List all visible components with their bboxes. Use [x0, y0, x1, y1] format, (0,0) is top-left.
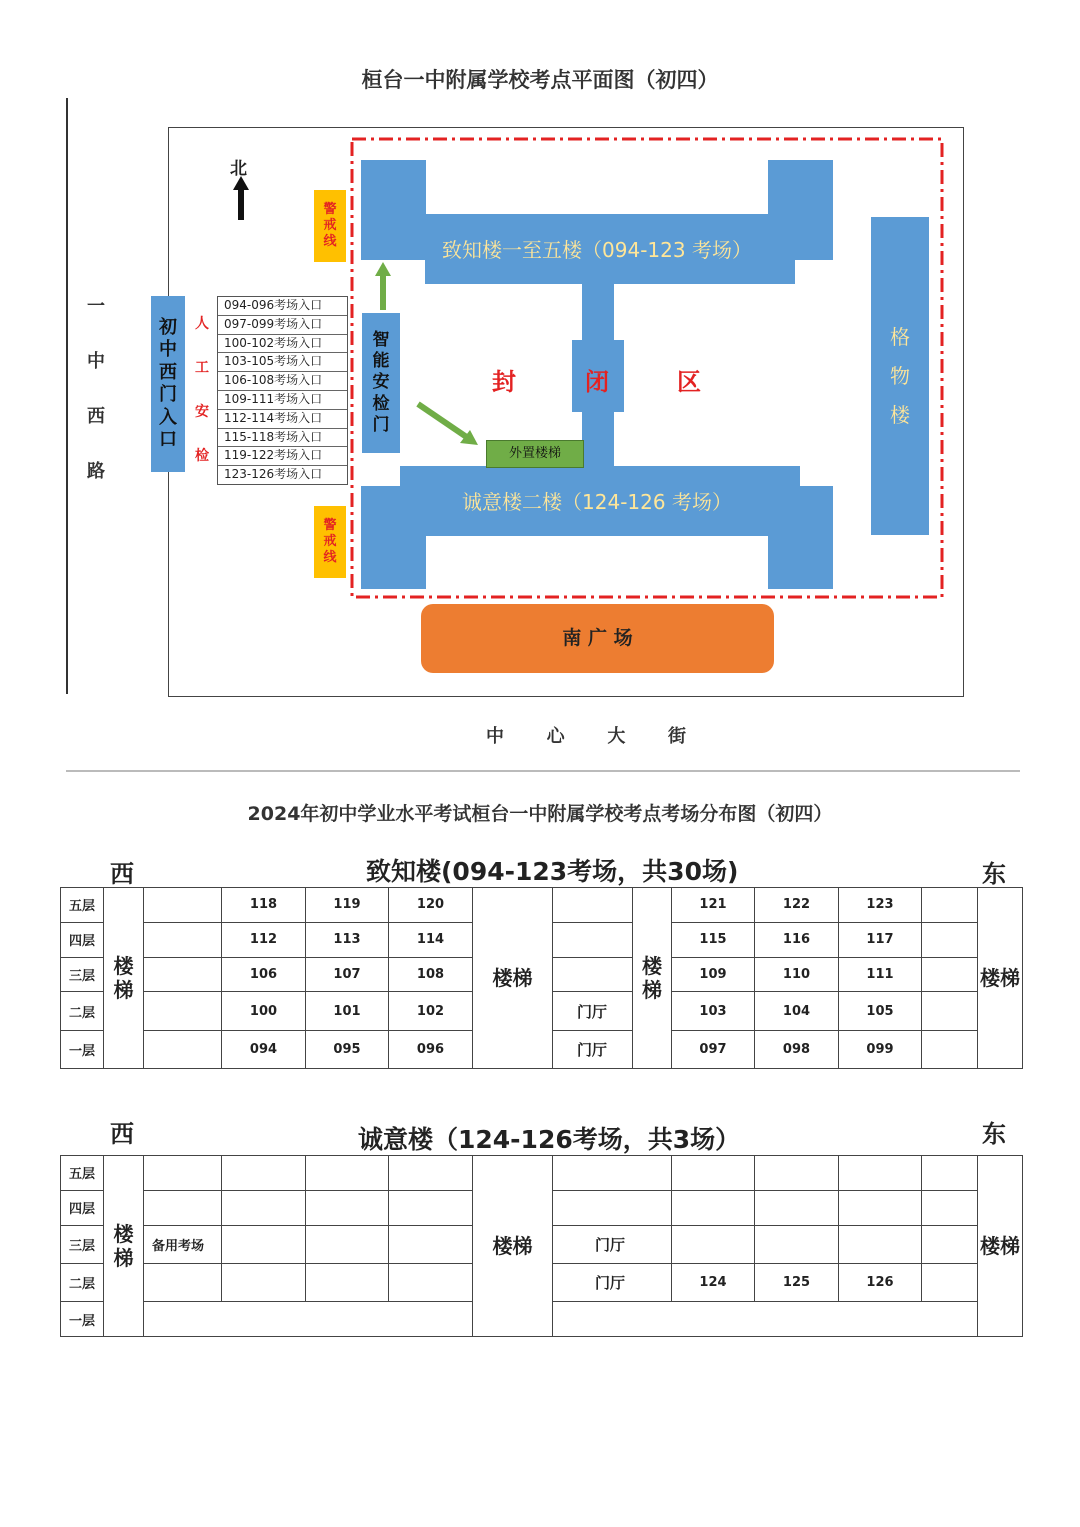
room-cell: 096 [389, 1030, 473, 1068]
gewu-building [871, 217, 929, 535]
floor-label: 四层 [61, 1190, 104, 1225]
table-row [61, 888, 1023, 923]
gate-char: 智 [372, 329, 390, 350]
room-cell [306, 1190, 389, 1225]
room-cell: 114 [389, 922, 473, 957]
street-char: 大 [607, 726, 626, 747]
room-cell [922, 922, 978, 957]
entrance-item: 100-102考场入口 [218, 335, 347, 354]
entrance-item: 123-126考场入口 [224, 467, 323, 482]
zhizhi-room-table [60, 887, 1023, 1069]
floor-label: 一层 [61, 1302, 104, 1337]
floor-label: 一层 [61, 1030, 104, 1068]
external-stairs: 外置楼梯 [486, 440, 584, 468]
closed-area-char-2: 闭 [585, 368, 609, 396]
hall-cell: 门厅 [553, 1225, 672, 1263]
room-cell [839, 1156, 922, 1191]
floor-label: 五层 [61, 888, 104, 923]
zhizhi-east-label: 东 [982, 860, 1006, 888]
room-cell: 121 [672, 888, 755, 923]
room-cell: 125 [755, 1263, 839, 1301]
west-road-line [66, 98, 68, 694]
entrance-item: 097-099考场入口 [218, 316, 347, 335]
entrance-item: 103-105考场入口 [218, 353, 347, 372]
street-char: 中 [486, 726, 504, 747]
room-cell [144, 957, 222, 992]
room-cell: 122 [755, 888, 839, 923]
arrow-up-icon [374, 262, 392, 310]
room-cell: 112 [222, 922, 306, 957]
warn-char: 警 [323, 517, 337, 533]
gate-char: 西 [159, 361, 177, 383]
entrance-item: 115-118考场入口 [218, 429, 347, 448]
room-cell: 106 [222, 957, 306, 992]
hall-cell [553, 1156, 672, 1191]
middle-stairs: 楼梯 [473, 1156, 553, 1337]
gate-char: 检 [372, 393, 390, 414]
south-street-label [486, 722, 686, 748]
room-cell: 103 [672, 992, 755, 1030]
road-char: 路 [87, 461, 105, 482]
room-cell: 120 [389, 888, 473, 923]
floor-label: 二层 [61, 1263, 104, 1301]
west-stairs: 楼梯 [104, 1156, 144, 1337]
hall-cell [553, 957, 633, 992]
hall-cell: 门厅 [553, 1263, 672, 1301]
room-cell [389, 1263, 473, 1301]
room-cell [389, 1156, 473, 1191]
room-cell: 117 [839, 922, 922, 957]
room-cell: 109 [672, 957, 755, 992]
west-stairs: 楼梯 [104, 888, 144, 1069]
room-cell [144, 922, 222, 957]
room-cell [389, 1225, 473, 1263]
warn-char: 线 [323, 550, 337, 566]
entrance-item: 112-114考场入口 [218, 410, 347, 429]
gate-char: 中 [159, 339, 177, 360]
north-arrow-icon [232, 176, 250, 222]
street-char: 街 [667, 726, 686, 747]
hall-cell: 门厅 [553, 992, 633, 1030]
room-cell [144, 1263, 222, 1301]
section-divider [66, 770, 1020, 772]
room-cell: 097 [672, 1030, 755, 1068]
hall-cell [553, 888, 633, 923]
zhizhi-west-label: 西 [110, 860, 134, 888]
floor-label: 五层 [61, 1156, 104, 1191]
gewu-char: 物 [890, 363, 910, 388]
chengyi-building-annex [400, 466, 800, 488]
room-cell: 116 [755, 922, 839, 957]
hall-cell [553, 1190, 672, 1225]
check-char: 安 [195, 404, 209, 421]
arrow-diagonal-icon [412, 398, 482, 450]
room-cell [755, 1156, 839, 1191]
room-cell [144, 992, 222, 1030]
zhizhi-table-title: 致知楼(094-123考场，共30场) [366, 857, 739, 886]
room-cell [672, 1190, 755, 1225]
road-char: 中 [87, 351, 105, 372]
room-cell [553, 1302, 978, 1337]
east-stairs: 楼梯 [978, 1156, 1023, 1337]
warn-char: 戒 [323, 217, 337, 233]
room-cell [306, 1156, 389, 1191]
gewu-char: 格 [890, 324, 910, 349]
room-cell: 111 [839, 957, 922, 992]
street-char: 心 [546, 726, 565, 747]
closed-area-char-1: 封 [492, 368, 516, 396]
floor-label: 三层 [61, 1225, 104, 1263]
room-cell [839, 1190, 922, 1225]
room-cell [222, 1156, 306, 1191]
floor-label: 二层 [61, 992, 104, 1030]
hall-cell: 门厅 [553, 1030, 633, 1068]
room-cell: 124 [672, 1263, 755, 1301]
room-cell [922, 1225, 978, 1263]
floor-label: 三层 [61, 957, 104, 992]
road-char: 一 [87, 296, 105, 317]
road-char: 西 [87, 406, 105, 427]
manual-security-check [192, 316, 212, 466]
room-cell: 100 [222, 992, 306, 1030]
room-cell [922, 1156, 978, 1191]
spare-room-cell: 备用考场 [144, 1225, 222, 1263]
room-cell: 107 [306, 957, 389, 992]
room-cell: 110 [755, 957, 839, 992]
room-cell [922, 1263, 978, 1301]
room-cell: 104 [755, 992, 839, 1030]
gate-char: 入 [159, 406, 177, 428]
check-char: 检 [195, 448, 209, 465]
room-cell: 102 [389, 992, 473, 1030]
gate-char: 能 [372, 351, 390, 372]
room-cell: 101 [306, 992, 389, 1030]
room-cell: 098 [755, 1030, 839, 1068]
entrance-item: 106-108考场入口 [218, 372, 347, 391]
room-cell: 119 [306, 888, 389, 923]
west-road-label [80, 296, 112, 516]
room-cell: 113 [306, 922, 389, 957]
gewu-char: 楼 [890, 402, 910, 427]
center-stairs: 楼梯 [633, 888, 672, 1069]
map-title: 桓台一中附属学校考点平面图（初四） [361, 68, 719, 92]
chengyi-label: 诚意楼二楼（124-126 考场） [462, 490, 732, 514]
room-cell [306, 1263, 389, 1301]
room-cell: 105 [839, 992, 922, 1030]
distribution-title: 2024年初中学业水平考试桓台一中附属学校考点考场分布图（初四） [247, 803, 833, 825]
room-cell [222, 1225, 306, 1263]
middle-stairs: 楼梯 [473, 888, 553, 1069]
zhizhi-label: 致知楼一至五楼（094-123 考场） [442, 238, 752, 262]
west-gate-entrance [151, 296, 185, 472]
room-cell [672, 1156, 755, 1191]
warn-char: 戒 [323, 533, 337, 549]
room-cell [922, 992, 978, 1030]
check-char: 工 [195, 360, 209, 377]
chengyi-east-label: 东 [982, 1120, 1006, 1148]
warning-line-south [314, 506, 346, 578]
room-cell [222, 1190, 306, 1225]
entrance-list [217, 296, 348, 485]
room-cell: 126 [839, 1263, 922, 1301]
room-cell: 118 [222, 888, 306, 923]
hall-cell [553, 922, 633, 957]
room-cell [755, 1225, 839, 1263]
chengyi-west-label: 西 [110, 1120, 134, 1148]
entrance-item: 109-111考场入口 [218, 391, 347, 410]
warn-char: 警 [323, 201, 337, 217]
room-cell [144, 1302, 473, 1337]
warn-char: 线 [323, 234, 337, 250]
table-row [61, 1156, 1023, 1191]
entrance-item: 119-122考场入口 [218, 447, 347, 466]
gate-char: 门 [372, 414, 390, 435]
smart-security-gate [362, 313, 400, 453]
north-label: 北 [230, 159, 247, 179]
room-cell [922, 1030, 978, 1068]
room-cell: 115 [672, 922, 755, 957]
closed-area-char-3: 区 [677, 368, 701, 396]
gate-char: 初 [159, 316, 177, 338]
room-cell [922, 957, 978, 992]
room-cell: 123 [839, 888, 922, 923]
room-cell: 095 [306, 1030, 389, 1068]
gate-char: 安 [372, 372, 390, 393]
room-cell [922, 1190, 978, 1225]
room-cell [144, 1190, 222, 1225]
room-cell: 099 [839, 1030, 922, 1068]
room-cell: 108 [389, 957, 473, 992]
room-cell [389, 1190, 473, 1225]
entrance-item: 094-096考场入口 [218, 297, 347, 316]
south-plaza: 南 广 场 [421, 604, 774, 673]
room-cell [222, 1263, 306, 1301]
room-cell [306, 1225, 389, 1263]
chengyi-room-table [60, 1155, 1023, 1337]
room-cell [144, 1156, 222, 1191]
gate-char: 门 [159, 384, 177, 405]
floor-label: 四层 [61, 922, 104, 957]
room-cell [144, 1030, 222, 1068]
east-stairs: 楼梯 [978, 888, 1023, 1069]
room-cell [144, 888, 222, 923]
gate-char: 口 [159, 429, 177, 450]
room-cell [755, 1190, 839, 1225]
room-cell: 094 [222, 1030, 306, 1068]
room-cell [922, 888, 978, 923]
warning-line-north [314, 190, 346, 262]
check-char: 人 [195, 316, 209, 332]
room-cell [839, 1225, 922, 1263]
room-cell [672, 1225, 755, 1263]
chengyi-table-title: 诚意楼（124-126考场，共3场） [358, 1125, 741, 1154]
